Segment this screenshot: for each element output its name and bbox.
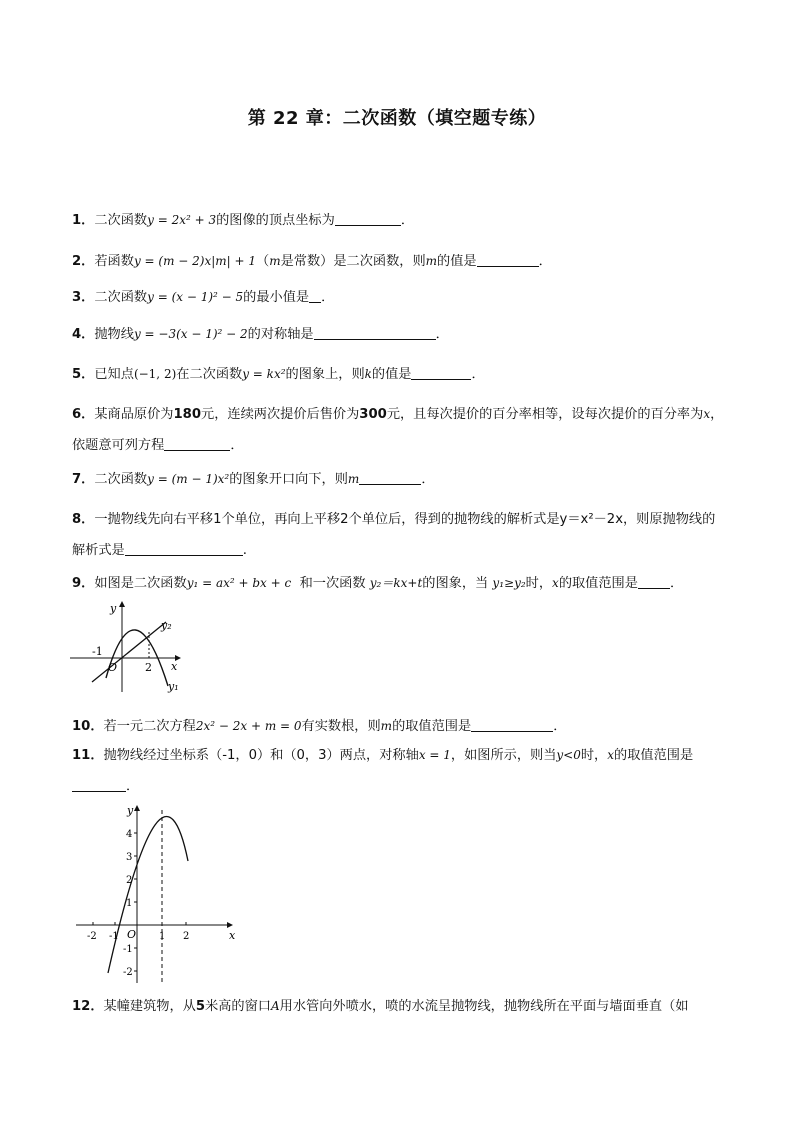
y-tick-label: 2 xyxy=(126,875,133,886)
question-12: 12．某幢建筑物，从5米高的窗口A用水管向外喷水，喷的水流呈抛物线，抛物线所在平面与墙面垂直（如 xyxy=(72,999,689,1014)
parabola xyxy=(108,816,188,973)
x-tick-label: 1 xyxy=(159,931,166,942)
origin-label: O xyxy=(127,928,137,941)
answer-blank[interactable] xyxy=(471,717,553,732)
answer-blank[interactable] xyxy=(164,436,230,451)
question-2: 2．若函数y = (m − 2)x|m| + 1（m是常数）是二次函数，则m的值是 ． xyxy=(72,254,552,269)
x-tick-label: -2 xyxy=(87,931,97,942)
answer-blank[interactable] xyxy=(125,541,243,556)
y-tick-label: 4 xyxy=(126,829,133,840)
question-number: 12． xyxy=(72,999,104,1014)
question-number: 3． xyxy=(72,290,95,305)
answer-blank[interactable] xyxy=(335,211,401,226)
question-8: 8．一抛物线先向右平移1个单位，再向上平移2个单位后，得到的抛物线的解析式是y＝x²－2x，则原抛物线的解析式是 . xyxy=(72,512,716,558)
y-tick-label: 3 xyxy=(126,852,133,863)
question-10: 10．若一元二次方程2x² − 2x + m = 0有实数根，则m的取值范围是 ． xyxy=(72,719,567,734)
y1-label: y₁ xyxy=(168,680,179,693)
question-1: 1．二次函数y = 2x² + 3的图像的顶点坐标为 ． xyxy=(72,213,414,228)
question-number: 8． xyxy=(72,512,95,527)
question-number: 6． xyxy=(72,407,95,422)
x-tick-label: -1 xyxy=(109,931,119,942)
answer-blank[interactable] xyxy=(314,325,436,340)
answer-blank[interactable] xyxy=(72,777,126,792)
y-tick-label: 1 xyxy=(126,898,133,909)
question-5: 5．已知点(−1, 2)在二次函数y = kx²的图象上，则k的值是 ． xyxy=(72,367,485,382)
answer-blank[interactable] xyxy=(359,470,421,485)
figure-q9-graph xyxy=(68,598,188,698)
answer-blank[interactable] xyxy=(411,365,471,380)
tick-label: 2 xyxy=(145,661,152,674)
y-axis-label: y xyxy=(127,804,134,817)
question-3: 3．二次函数y = (x − 1)² − 5的最小值是 ． xyxy=(72,290,335,305)
question-number: 1． xyxy=(72,213,95,228)
question-number: 2． xyxy=(72,254,95,269)
answer-blank[interactable] xyxy=(638,574,670,589)
page-title: 第 22 章：二次函数（填空题专练） xyxy=(247,108,547,129)
y-axis-label: y xyxy=(110,602,117,615)
math-expression: (−1, 2) xyxy=(133,367,177,381)
question-number: 11． xyxy=(72,748,104,763)
x-tick-label: 2 xyxy=(183,931,190,942)
question-number: 5． xyxy=(72,367,95,382)
question-7: 7．二次函数y = (m − 1)x²的图象开口向下，则m ． xyxy=(72,472,435,487)
question-number: 4． xyxy=(72,327,95,342)
tick-label: -1 xyxy=(92,645,103,658)
answer-blank[interactable] xyxy=(477,252,539,267)
answer-blank[interactable] xyxy=(309,288,321,303)
math-expression: y = 2x² + 3 xyxy=(147,213,217,227)
question-11: 11．抛物线经过坐标系（-1，0）和（0，3）两点，对称轴x = 1，如图所示，则当y<0时，x的取值范围是 ． xyxy=(72,748,694,794)
question-number: 7． xyxy=(72,472,95,487)
x-axis-label: x xyxy=(171,660,178,673)
x-axis-label: x xyxy=(229,929,236,942)
math-expression: 2x² − 2x + m = 0 xyxy=(195,719,302,733)
y-tick-label: -1 xyxy=(123,944,133,955)
figure-q11-graph xyxy=(72,800,247,990)
question-4: 4．抛物线y = −3(x − 1)² − 2的对称轴是 ． xyxy=(72,327,449,342)
origin-label: O xyxy=(108,661,118,674)
math-expression: y = (x − 1)² − 5 xyxy=(147,290,244,304)
question-number: 9． xyxy=(72,576,95,591)
math-expression: y = (m − 1)x² xyxy=(147,472,230,486)
question-number: 10． xyxy=(72,719,104,734)
y-tick-label: -2 xyxy=(123,967,133,978)
math-expression: y = (m − 2)x|m| + 1 xyxy=(133,254,257,268)
question-9: 9．如图是二次函数y₁ = ax² + bx + c 和一次函数 y₂＝kx+t的图象，当 y₁≥y₂时，x的取值范围是 ． xyxy=(72,576,684,591)
y2-label: y₂ xyxy=(161,619,172,632)
math-expression: y = −3(x − 1)² − 2 xyxy=(133,327,248,341)
question-6: 6．某商品原价为180元，连续两次提价后售价为300元，且每次提价的百分率相等，设每次提价的百分率为x，依题意可列方程 ． xyxy=(72,407,724,453)
math-expression: y₁ = ax² + bx + c xyxy=(186,576,292,590)
